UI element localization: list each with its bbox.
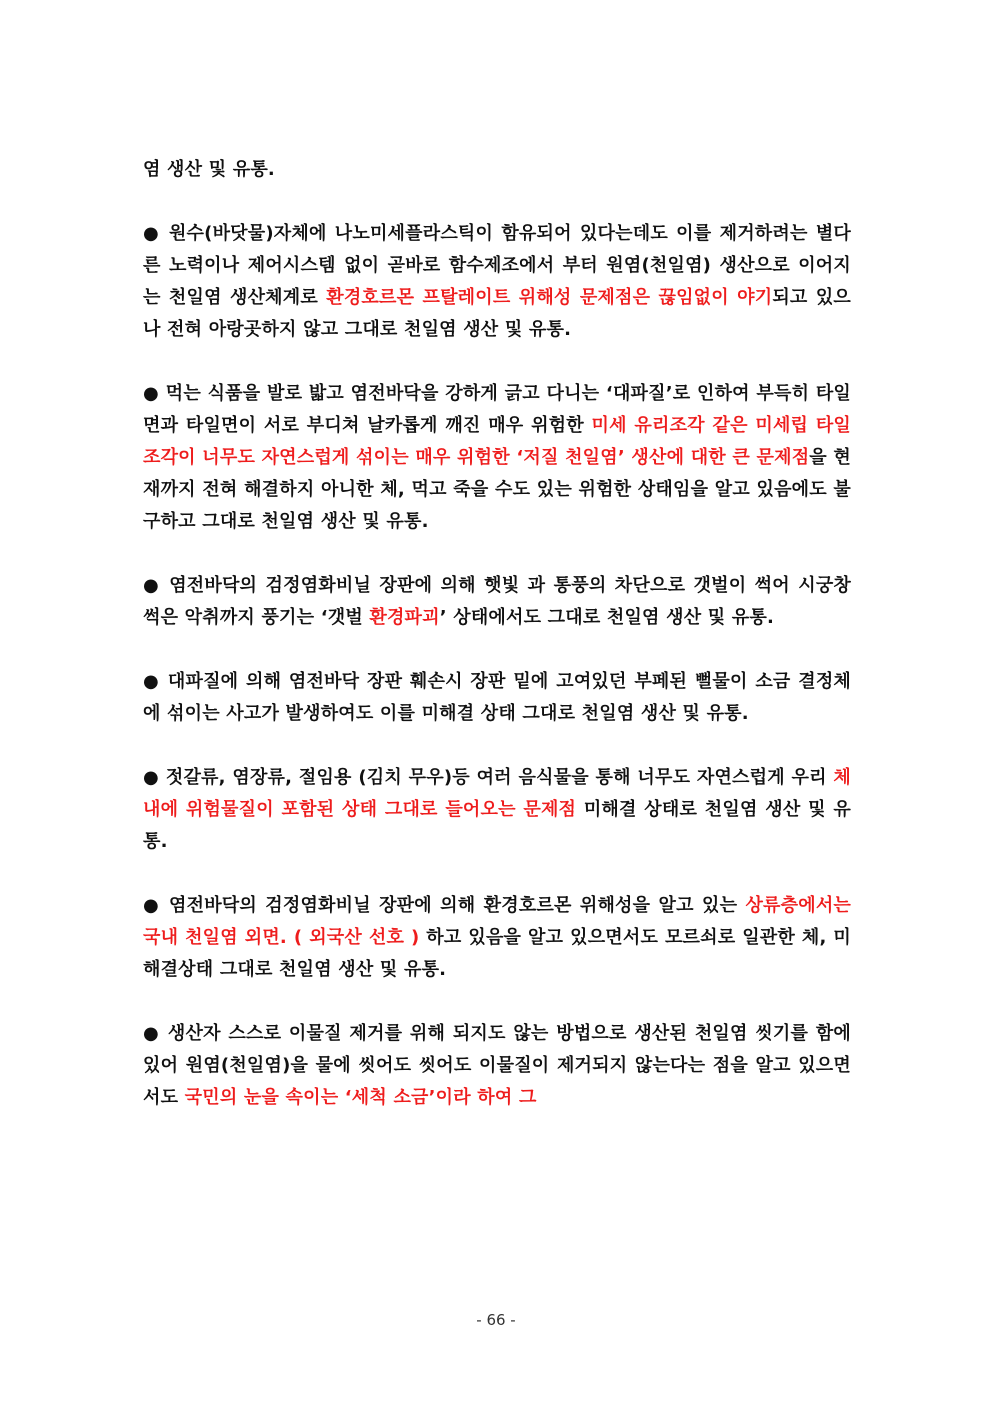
highlighted-text: 체내에 위험물질이 포함된 상태 그대로 들어오는 문제점 — [143, 767, 851, 820]
paragraph-text: 되고 있으나 전혀 아랑곳하지 않고 그대로 천일염 생산 및 유통. — [143, 287, 851, 340]
paragraph-text: 하고 있음을 알고 있으면서도 모르쇠로 일관한 체, 미해결상태 그대로 천일염 생산 및 유통. — [143, 927, 851, 980]
highlighted-text: 국민의 눈을 속이는 ‘세척 소금’이라 하여 그 — [184, 1087, 537, 1108]
highlighted-text: 환경호르몬 프탈레이트 위해성 문제점은 끊임없이 야기 — [326, 287, 773, 308]
bullet-paragraph — [143, 1018, 851, 1114]
bullet-paragraph — [143, 218, 851, 346]
bullet-paragraph — [143, 666, 851, 730]
paragraph-text: ● 생산자 스스로 이물질 제거를 위해 되지도 않는 방법으로 생산된 천일염 씻기를 함에 있어 원염(천일염)을 물에 씻어도 씻어도 이물질이 제거되지 않는다는 점을 알고 있으면서도 — [143, 1023, 851, 1108]
bullet-paragraph — [143, 378, 851, 538]
body-text — [143, 154, 851, 1146]
paragraph-text: ● 염전바닥의 검정염화비닐 장판에 의해 햇빛 과 통풍의 차단으로 갯벌이 썩어 시궁창 썩은 악취까지 풍기는 ‘갯벌 — [143, 575, 851, 628]
paragraph-text: 을 현재까지 전혀 해결하지 아니한 체, 먹고 죽을 수도 있는 위험한 상태임을 알고 있음에도 불구하고 그대로 천일염 생산 및 유통. — [143, 447, 852, 532]
paragraph-text: ● 대파질에 의해 염전바닥 장판 훼손시 장판 밑에 고여있던 부페된 뻘물이 소금 결정체에 섞이는 사고가 발생하여도 이를 미해결 상태 그대로 천일염 생산 및 유통. — [143, 671, 851, 724]
paragraph-text: ● 염전바닥의 검정염화비닐 장판에 의해 환경호르몬 위해성을 알고 있는 — [143, 895, 746, 916]
bullet-paragraph — [143, 762, 851, 858]
highlighted-text: 환경파괴 — [369, 607, 440, 628]
bullet-paragraph — [143, 570, 851, 634]
continuation-paragraph — [143, 154, 851, 186]
paragraph-text: ● 원수(바닷물)자체에 나노미세플라스틱이 함유되어 있다는데도 이를 제거하려는 별다른 노력이나 제어시스템 없이 곧바로 함수제조에서 부터 원염(천일염) 생산으로 이어지는 천일염 생산체계로 — [143, 223, 851, 308]
paragraph-text: ● 젓갈류, 염장류, 절임용 (김치 무우)등 여러 음식물을 통해 너무도 자연스럽게 우리 — [143, 767, 834, 788]
paragraph-text: ’ 상태에서도 그대로 천일염 생산 및 유통. — [439, 607, 775, 628]
paragraph-text: ● 먹는 식품을 발로 밟고 염전바닥을 강하게 긁고 다니는 ‘대파질’로 인하여 부득히 타일면과 타일면이 서로 부디쳐 날카롭게 깨진 매우 위험한 — [143, 383, 851, 436]
highlighted-text: 상류층에서는 국내 천일염 외면. ( 외국산 선호 ) — [143, 895, 851, 948]
highlighted-text: 미세 유리조각 같은 미세립 타일조각이 너무도 자연스럽게 섞이는 매우 위험한 ‘저질 천일염’ 생산에 대한 큰 문제점 — [143, 415, 851, 468]
page-number: - 66 - — [476, 1311, 516, 1329]
paragraph-text: 미해결 상태로 천일염 생산 및 유통. — [143, 799, 851, 852]
bullet-paragraph — [143, 890, 851, 986]
paragraph-text: 염 생산 및 유통. — [143, 159, 275, 180]
